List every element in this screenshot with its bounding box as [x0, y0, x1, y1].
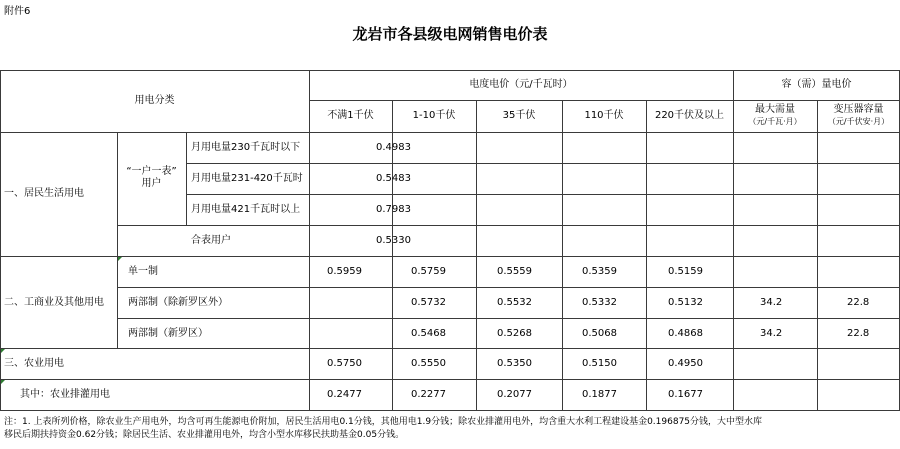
table-cell: 0.2277: [411, 389, 446, 400]
shared-meter-label: 合表用户: [191, 235, 231, 246]
transformer-value: 22.8: [847, 297, 870, 308]
two-part-xinluo-label: 两部制（新罗区）: [128, 328, 208, 339]
table-cell: 0.5532: [497, 297, 532, 308]
header-voltage-4: 110千伏: [584, 110, 624, 121]
tier-3-label: 月用电量421千瓦时以上: [191, 204, 301, 215]
residential-label: 一、居民生活用电: [4, 188, 84, 199]
table-cell: 0.5759: [411, 266, 446, 277]
page-title: 龙岩市各县级电网销售电价表: [352, 25, 548, 43]
table-cell: 0.5332: [582, 297, 617, 308]
agriculture-label: 三、农业用电: [4, 358, 64, 369]
irrigation-label: 其中：农业排灌用电: [20, 389, 110, 400]
tier-1-price: 0.4983: [376, 142, 411, 153]
header-transformer-unit: （元/千伏安·月）: [827, 117, 890, 126]
table-cell: 0.4868: [668, 328, 703, 339]
table-cell: 0.5359: [582, 266, 617, 277]
max-demand-value: 34.2: [760, 328, 783, 339]
table-cell: 0.5268: [497, 328, 532, 339]
header-category: 用电分类: [134, 95, 175, 106]
table-cell: 0.5959: [327, 266, 362, 277]
table-cell: 0.5732: [411, 297, 446, 308]
shared-meter-price: 0.5330: [376, 235, 411, 246]
cell-marker-icon: [118, 257, 122, 261]
tier-2-price: 0.5483: [376, 173, 411, 184]
transformer-value: 22.8: [847, 328, 870, 339]
header-max-demand-unit: （元/千瓦·月）: [748, 117, 802, 126]
table-cell: 0.2477: [327, 389, 362, 400]
header-voltage-2: 1-10千伏: [412, 110, 456, 121]
header-max-demand: 最大需量: [755, 104, 795, 115]
table-cell: 0.5550: [411, 358, 446, 369]
table-cell: 0.5559: [497, 266, 532, 277]
header-voltage-5: 220千伏及以上: [654, 110, 725, 121]
header-voltage-3: 35千伏: [502, 110, 536, 121]
table-cell: 0.1677: [668, 389, 703, 400]
header-capacity-price: 容（需）量电价: [781, 79, 852, 90]
table-cell: 0.2077: [497, 389, 532, 400]
table-cell: 0.5750: [327, 358, 362, 369]
table-cell: 0.5132: [668, 297, 703, 308]
table-cell: 0.5468: [411, 328, 446, 339]
cell-marker-icon: [1, 380, 5, 384]
footnote-line-1: 注：1. 上表所列价格，除农业生产用电外，均含可再生能源电价附加，居民生活用电0.1分钱，其他用电1.9分钱；除农业排灌用电外，均含重大水利工程建设基金0.196875分钱，大中型水库: [4, 417, 763, 427]
table-cell: 0.5068: [582, 328, 617, 339]
table-cell: 0.5159: [668, 266, 703, 277]
cell-marker-icon: [1, 349, 5, 353]
header-voltage-1: 不满1千伏: [327, 110, 374, 121]
single-rate-label: 单一制: [128, 266, 158, 277]
table-cell: 0.1877: [582, 389, 617, 400]
industrial-label: 二、工商业及其他用电: [4, 297, 104, 308]
header-transformer: 变压器容量: [833, 104, 884, 115]
table-cell: 0.5350: [497, 358, 532, 369]
tier-3-price: 0.7983: [376, 204, 411, 215]
table-cell: 0.4950: [668, 358, 703, 369]
attachment-label: 附件6: [4, 6, 31, 17]
tier-1-label: 月用电量230千瓦时以下: [191, 142, 301, 153]
one-meter-label: “一户一表” 用户: [126, 166, 177, 189]
two-part-other-label: 两部制（除新罗区外）: [128, 297, 228, 308]
table-cell: 0.5150: [582, 358, 617, 369]
tier-2-label: 月用电量231-420千瓦时: [191, 173, 303, 184]
footnote-line-2: 移民后期扶持资金0.62分钱；除居民生活、农业排灌用电外，均含小型水库移民扶助基金0.05分钱。: [4, 430, 405, 440]
header-energy-price: 电度电价（元/千瓦时）: [469, 79, 573, 90]
max-demand-value: 34.2: [760, 297, 783, 308]
